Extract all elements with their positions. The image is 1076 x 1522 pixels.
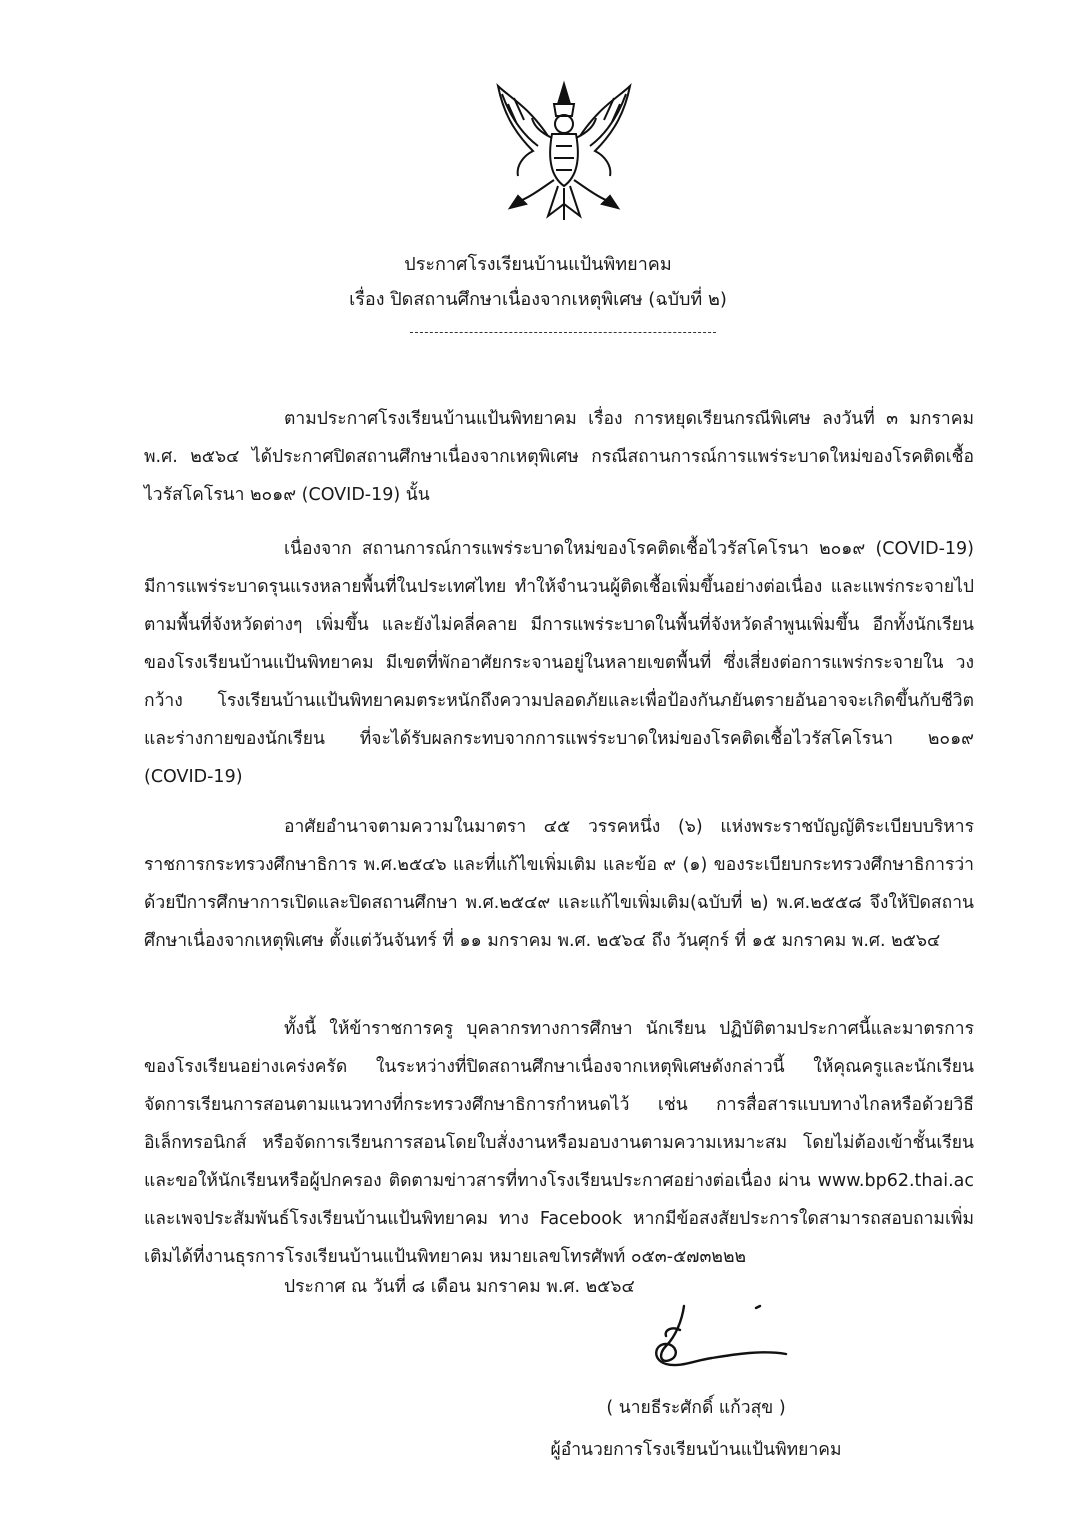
issue-date: ประกาศ ณ วันที่ ๘ เดือน มกราคม พ.ศ. ๒๕๖๔ (284, 1277, 635, 1297)
signature-icon (636, 1300, 796, 1380)
announcement-title: ประกาศโรงเรียนบ้านแป้นพิทยาคม (404, 254, 672, 275)
divider (410, 332, 716, 333)
signer-name: ( นายธีระศักดิ์ แก้วสุข ) (606, 1398, 786, 1418)
paragraph-reference: ตามประกาศโรงเรียนบ้านแป้นพิทยาคม เรื่อง การหยุดเรียนกรณีพิเศษ ลงวันที่ ๓ มกราคม พ.ศ. ๒๕๖๔ ได้ประกาศปิดสถานศึกษาเนื่องจากเหตุพิเศษ กรณีสถานการณ์การแพร่ระบาดใหม่ของโรคติดเชื้อไวรัสโคโรนา ๒๐๑๙ (COVID-19) นั้น (144, 408, 974, 505)
paragraph-authority: อาศัยอำนาจตามความในมาตรา ๔๕ วรรคหนึ่ง (๖) แห่งพระราชบัญญัติระเบียบบริหารราชการกระทรวงศึกษาธิการ พ.ศ.๒๕๔๖ และที่แก้ไขเพิ่มเติม และข้อ ๙ (๑) ของระเบียบกระทรวงศึกษาธิการว่าด้วยปีการศึกษาการเปิดและปิดสถานศึกษา พ.ศ.๒๕๔๙ และแก้ไขเพิ่มเติม(ฉบับที่ ๒) พ.ศ.๒๕๕๘ จึงให้ปิดสถานศึกษาเนื่องจากเหตุพิเศษ ตั้งแต่วันจันทร์ ที่ ๑๑ มกราคม พ.ศ. ๒๕๖๔ ถึง วันศุกร์ ที่ ๑๕ มกราคม พ.ศ. ๒๕๖๔ (144, 816, 974, 951)
signer-position: ผู้อำนวยการโรงเรียนบ้านแป้นพิทยาคม (550, 1440, 842, 1460)
paragraph-reason: เนื่องจาก สถานการณ์การแพร่ระบาดใหม่ของโรคติดเชื้อไวรัสโคโรนา ๒๐๑๙ (COVID-19) มีการแพร่ระบาดรุนแรงหลายพื้นที่ในประเทศไทย ทำให้จำนวนผู้ติดเชื้อเพิ่มขึ้นอย่างต่อเนื่อง และแพร่กระจายไปตามพื้นที่จังหวัดต่างๆ เพิ่มขึ้น และยังไม่คลี่คลาย มีการแพร่ระบาดในพื้นที่จังหวัดลำพูนเพิ่มขึ้น อีกทั้งนักเรียนของโรงเรียนบ้านแป้นพิทยาคม มีเขตที่พักอาศัยกระจานอยู่ในหลายเขตพื้นที่ ซึ่งเสี่ยงต่อการแพร่กระจายใน วงกว้าง โรงเรียนบ้านแป้นพิทยาคมตระหนักถึงความปลอดภัยและเพื่อป้องกันภยันตรายอันอาจจะเกิดขึ้นกับชีวิตและร่างกายของนักเรียน ที่จะได้รับผลกระทบจากการแพร่ระบาดใหม่ของโรคติดเชื้อไวรัสโคโรนา ๒๐๑๙ (COVID-19) (144, 538, 974, 787)
garuda-emblem-icon (488, 76, 640, 228)
paragraph-instructions: ทั้งนี้ ให้ข้าราชการครู บุคลากรทางการศึกษา นักเรียน ปฏิบัติตามประกาศนี้และมาตรการของโรงเรียนอย่างเคร่งครัด ในระหว่างที่ปิดสถานศึกษาเนื่องจากเหตุพิเศษดังกล่าวนี้ ให้คุณครูและนักเรียนจัดการเรียนการสอนตามแนวทางที่กระทรวงศึกษาธิการกำหนดไว้ เช่น การสื่อสารแบบทางไกลหรือด้วยวิธีอิเล็กทรอนิกส์ หรือจัดการเรียนการสอนโดยใบสั่งงานหรือมอบงานตามความเหมาะสม โดยไม่ต้องเข้าชั้นเรียน และขอให้นักเรียนหรือผู้ปกครอง ติดตามข่าวสารที่ทางโรงเรียนประกาศอย่างต่อเนื่อง ผ่าน www.bp62.thai.ac และเพจประสัมพันธ์โรงเรียนบ้านแป้นพิทยาคม ทาง Facebook หากมีข้อสงสัยประการใดสามารถสอบถามเพิ่มเติมได้ที่งานธุรการโรงเรียนบ้านแป้นพิทยาคม หมายเลขโทรศัพท์ ๐๕๓-๕๗๓๒๒๒ (144, 1018, 974, 1267)
announcement-subject: เรื่อง ปิดสถานศึกษาเนื่องจากเหตุพิเศษ (ฉบับที่ ๒) (349, 289, 727, 310)
